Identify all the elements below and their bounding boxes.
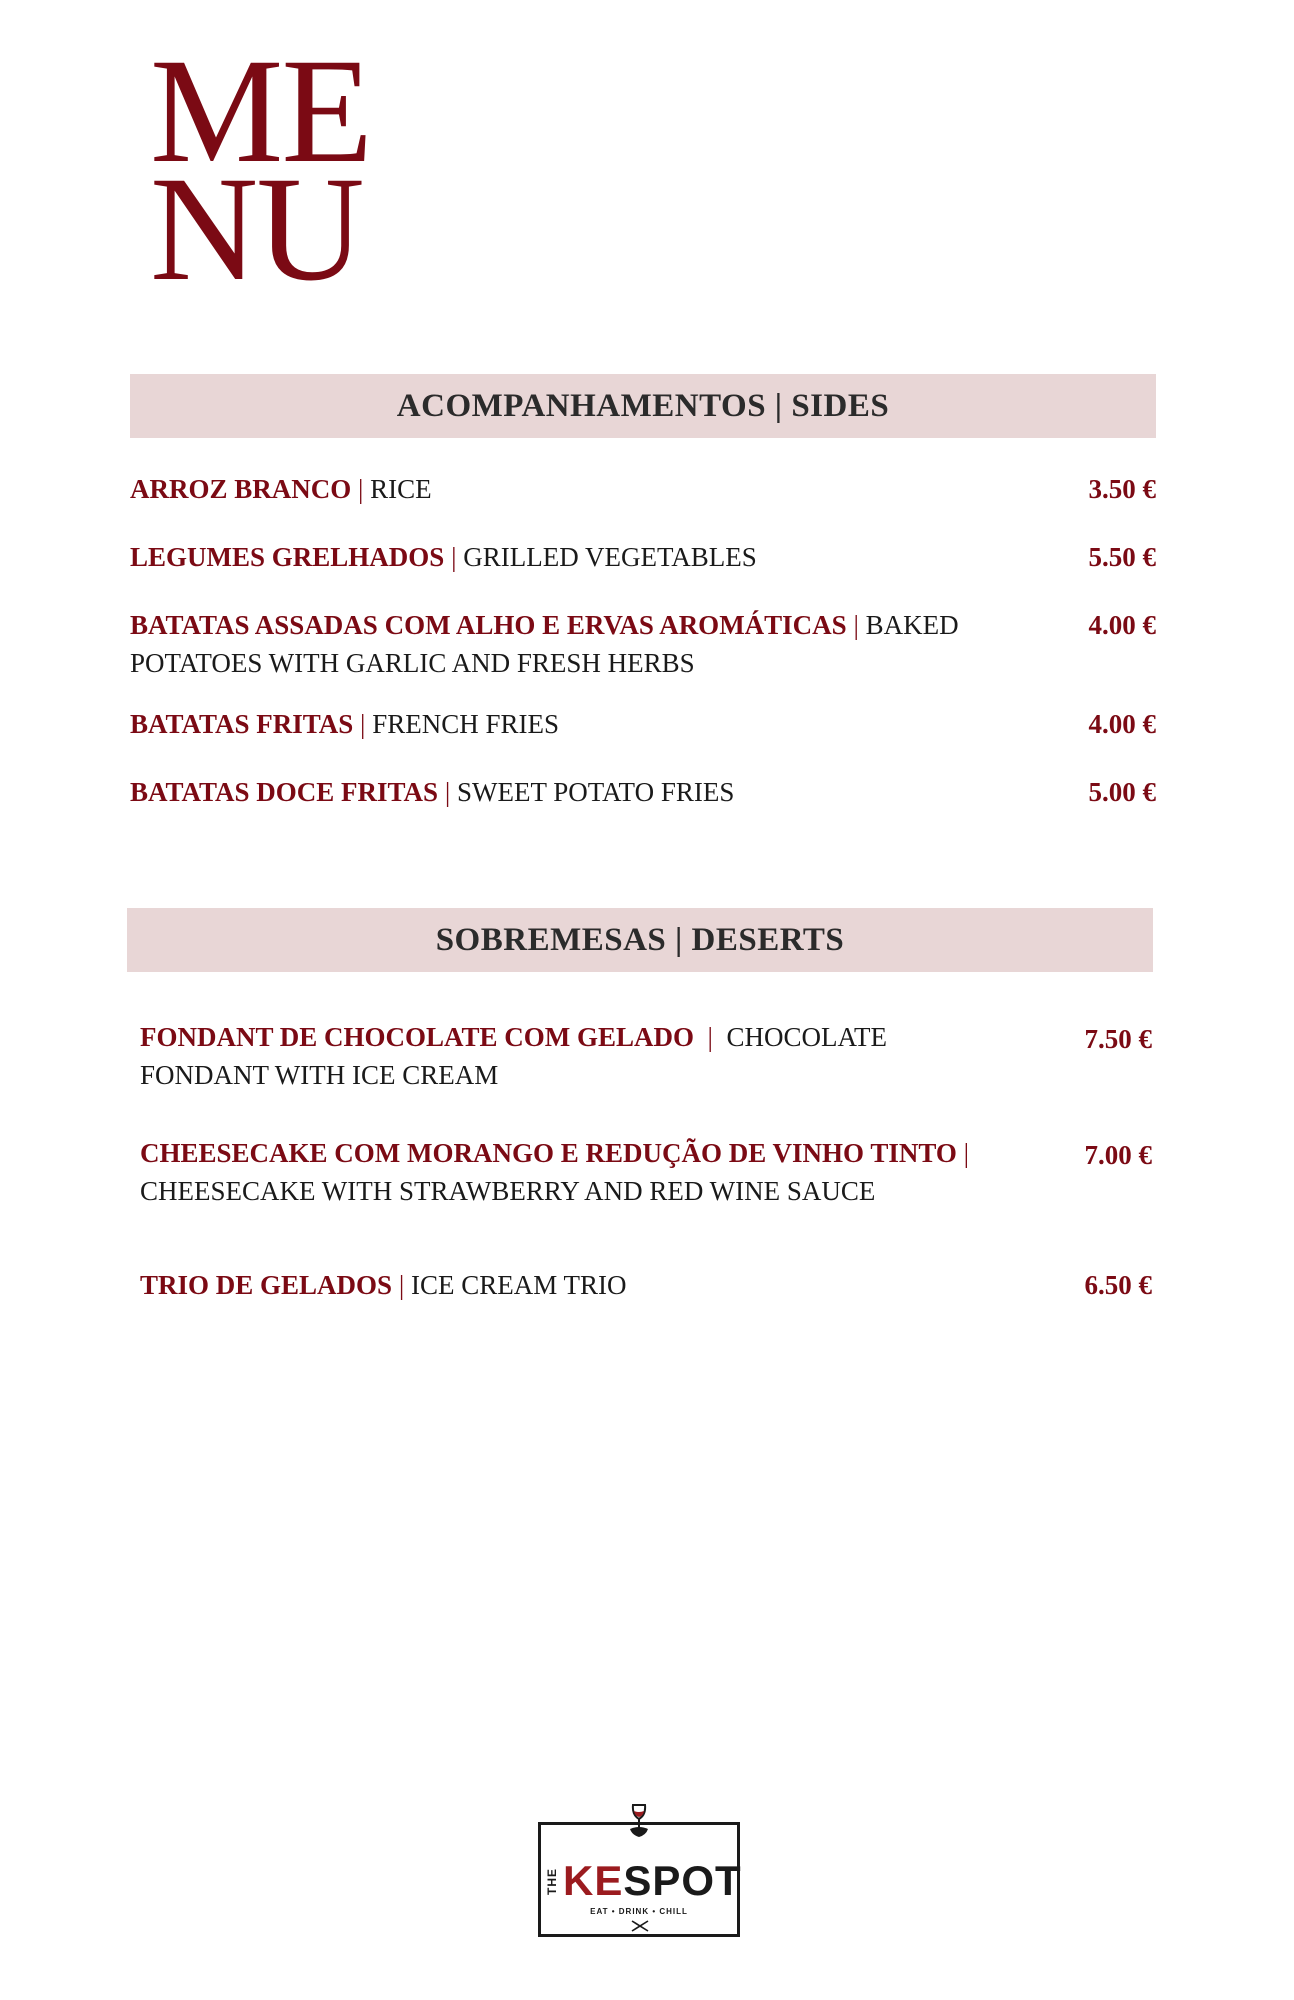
item-description: GRILLED VEGETABLES (463, 542, 757, 572)
menu-item (140, 1018, 1020, 1094)
item-price: 7.00 € (1084, 1140, 1152, 1170)
item-price: 6.50 € (1084, 1270, 1152, 1300)
item-separator: | (846, 610, 866, 640)
menu-item (140, 1266, 1020, 1304)
item-separator: | (438, 777, 457, 807)
item-description: CHOCOLATE FONDANT WITH ICE CREAM (140, 1022, 887, 1090)
item-name: CHEESECAKE COM MORANGO E REDUÇÃO DE VINHO TINTO (140, 1138, 957, 1168)
logo-tagline: EAT • DRINK • CHILL (590, 1907, 688, 1916)
item-separator: | (351, 474, 371, 504)
menu-item (130, 470, 1030, 508)
item-separator: | (694, 1022, 727, 1052)
item-name: BATATAS ASSADAS COM ALHO E ERVAS AROMÁTICAS (130, 610, 847, 640)
item-price: 5.50 € (1088, 542, 1156, 572)
item-name: BATATAS DOCE FRITAS (130, 777, 439, 807)
menu-item (130, 773, 1030, 811)
item-price: 7.50 € (1084, 1024, 1152, 1054)
menu-item (140, 1134, 1040, 1210)
item-description: FRENCH FRIES (372, 709, 560, 739)
item-name: LEGUMES GRELHADOS (130, 542, 445, 572)
item-separator: | (444, 542, 464, 572)
item-name: FONDANT DE CHOCOLATE COM GELADO (140, 1022, 695, 1052)
item-description: SWEET POTATO FRIES (456, 777, 735, 807)
menu-item (130, 538, 1030, 576)
logo-ke: KE (563, 1857, 624, 1904)
item-description: BAKED POTATOES WITH GARLIC AND FRESH HERBS (130, 610, 959, 678)
wine-glass-icon (626, 1803, 652, 1843)
logo-spot: SPOT (623, 1857, 742, 1904)
menu-title (150, 28, 371, 312)
item-price: 3.50 € (1088, 474, 1156, 504)
item-price: 4.00 € (1088, 610, 1156, 640)
sides-section-header: ACOMPANHAMENTOS | SIDES (130, 374, 1156, 438)
item-name: ARROZ BRANCO (130, 474, 352, 504)
item-price: 5.00 € (1088, 777, 1156, 807)
item-name: TRIO DE GELADOS (140, 1270, 393, 1300)
menu-title-line2: NU (150, 146, 363, 312)
item-description: CHEESECAKE WITH STRAWBERRY AND RED WINE SAUCE (140, 1176, 876, 1206)
item-separator: | (392, 1270, 411, 1300)
kespot-logo (538, 1822, 740, 1937)
logo-the: THE (545, 1868, 559, 1895)
item-separator: | (956, 1138, 970, 1168)
menu-item (130, 606, 1050, 682)
desserts-section-header: SOBREMESAS | DESERTS (127, 908, 1153, 972)
logo-wordmark (563, 1859, 742, 1903)
item-description: RICE (370, 474, 432, 504)
menu-title-line1: ME (150, 28, 371, 194)
menu-item (130, 705, 1030, 743)
item-name: BATATAS FRITAS (130, 709, 354, 739)
item-separator: | (353, 709, 373, 739)
item-description: ICE CREAM TRIO (410, 1270, 627, 1300)
fork-knife-icon (630, 1919, 650, 1933)
item-price: 4.00 € (1088, 709, 1156, 739)
